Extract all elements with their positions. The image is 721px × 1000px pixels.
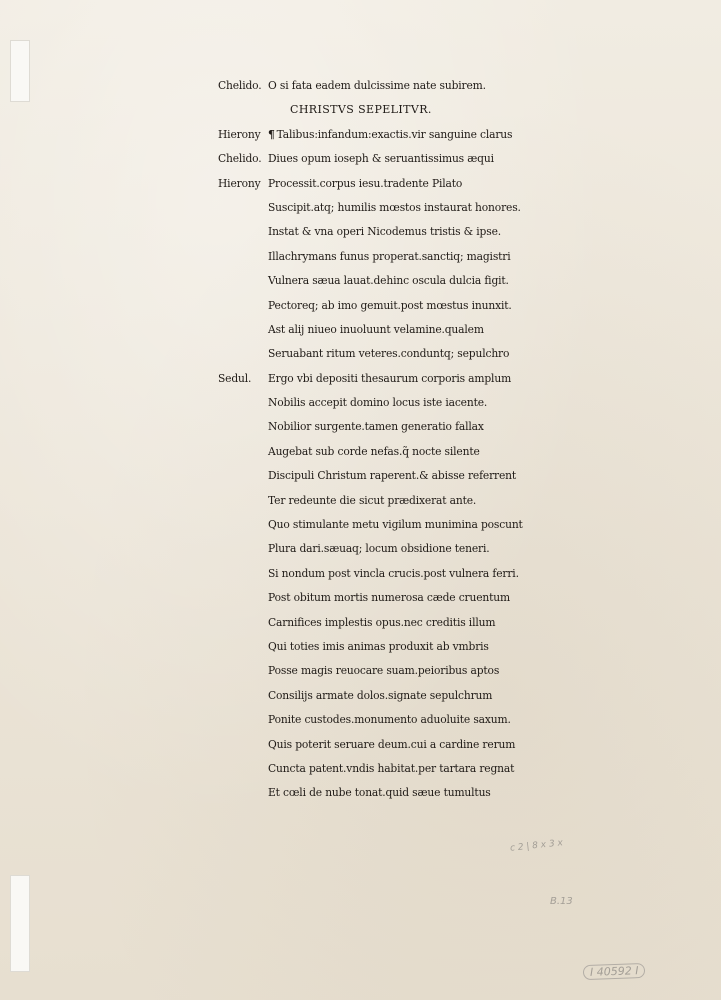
verse-text: Ergo vbi depositi thesaurum corporis amplum [268,371,512,385]
verse-text: Ponite custodes.monumento aduoluite saxum. [268,713,511,727]
speaker-label: Chelido. [218,152,262,166]
verse-text: Post obitum mortis numerosa cæde cruentum [268,591,511,605]
verse-line [218,367,548,391]
verse-text: Si nondum post vincla crucis.post vulnera ferri. [268,566,519,580]
verse-line [218,123,548,147]
verse-line [218,635,548,659]
verse-line [218,708,548,732]
verse-text: Carnifices implestis opus.nec creditis illum [268,615,496,629]
verse-line [218,733,548,757]
verse-line [218,294,548,318]
speaker-label: Chelido. [218,79,262,92]
verse-text: Seruabant ritum veteres.conduntq; sepulchro [268,347,510,361]
speaker-label: Sedul. [218,371,252,385]
verse-text: Vulnera sæua lauat.dehinc oscula dulcia figit. [268,274,509,288]
verse-text: Suscipit.atq; humilis mœstos instaurat honores. [268,200,521,214]
verse-text: Ast alij niueo inuoluunt velamine.qualem [268,322,484,336]
verse-text: O si fata eadem dulcissime nate subirem. [268,79,486,92]
verse-text: Pectoreq; ab imo gemuit.post mœstus inunxit. [268,298,512,312]
verse-line [218,220,548,244]
verse-text: Talibus:infandum:exactis.vir sanguine clarus [276,127,513,141]
pencil-shelfmark: B.13 [550,896,573,907]
verse-line [218,269,548,293]
verse-line [218,659,548,683]
verse-text: Augebat sub corde nefas.q̃ nocte silente [268,444,480,458]
verse-line [218,513,548,537]
verse-line [218,537,548,561]
verse-text: Plura dari.sæuaq; locum obsidione teneri. [268,542,490,556]
verse-text: Instat & vna operi Nicodemus tristis & ipse. [268,225,502,239]
verse-text: Consilijs armate dolos.signate sepulchrum [268,688,493,702]
verse-line [218,489,548,513]
verse-text-block [218,74,548,806]
verse-line [218,464,548,488]
verse-line [218,757,548,781]
binding-strip-top [10,40,30,102]
verse-line [218,391,548,415]
verse-text: Quis poterit seruare deum.cui a cardine rerum [268,737,516,751]
verse-line [218,562,548,586]
verse-text: Ter redeunte die sicut prædixerat ante. [268,493,477,507]
verse-text: Nobilis accepit domino locus iste iacente. [268,396,488,410]
speaker-label: Hierony [218,176,261,190]
verse-line [218,342,548,366]
speaker-label: Hierony [218,127,261,141]
verse-line [218,440,548,464]
verse-text: Quo stimulante metu vigilum munimina poscunt [268,518,523,532]
verse-text: Discipuli Christum raperent.& abisse referrent [268,469,517,483]
verse-line [218,196,548,220]
verse-text: Qui toties imis animas produxit ab vmbris [268,639,489,653]
pencil-annotation: c 2 | 8 x 3 x [509,838,564,854]
section-heading [218,98,548,122]
verse-line [218,147,548,171]
verse-line [218,318,548,342]
verse-text: Illachrymans funus properat.sanctiq; magistri [268,249,511,263]
verse-text: Cuncta patent.vndis habitat.per tartara regnat [268,761,515,775]
verse-line [218,74,548,98]
verse-text: Processit.corpus iesu.tradente Pilato [268,176,463,190]
verse-text: Nobilior surgente.tamen generatio fallax [268,420,484,434]
verse-text: Diues opum ioseph & seruantissimus æqui [268,152,494,166]
pilcrow-mark: ¶ [268,127,275,141]
verse-text: Et cœli de nube tonat.quid sæue tumultus [268,786,491,800]
verse-line [218,172,548,196]
verse-line [218,781,548,805]
verse-line [218,611,548,635]
verse-line [218,586,548,610]
binding-strip-bottom [10,875,30,972]
section-title: CHRISTVS SEPELITVR. [290,103,432,117]
verse-text: Posse magis reuocare suam.peioribus aptos [268,664,500,678]
verse-text-with-pilcrow [268,123,512,147]
verse-line [218,684,548,708]
verse-line [218,245,548,269]
pencil-inventory-number: I 40592 I [583,963,646,980]
verse-line [218,415,548,439]
